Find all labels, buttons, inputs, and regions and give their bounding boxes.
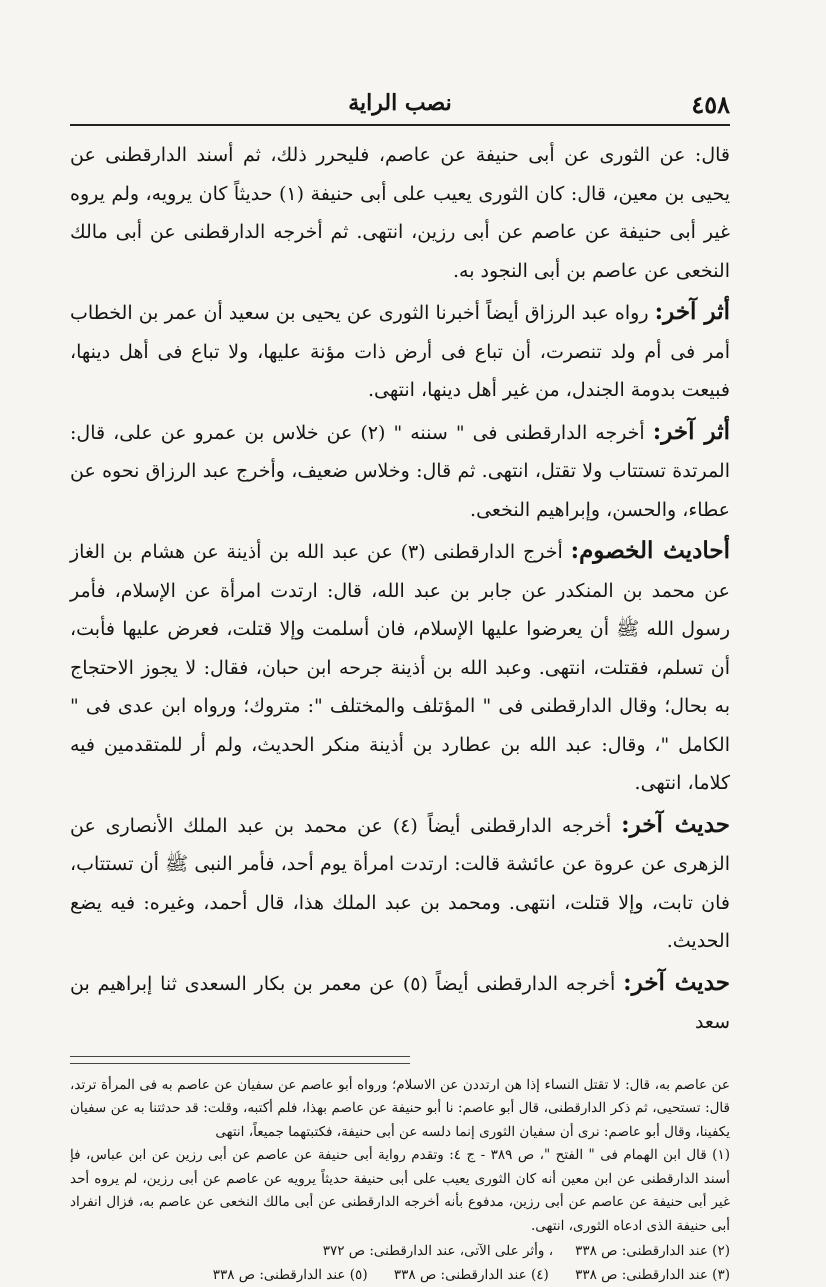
page-number: ٤٥٨ [691, 90, 730, 119]
footnote-3: (٣) عند الدارقطنى: ص ٣٣٨ [575, 1264, 730, 1287]
footnote-2-extra: ، وأثر على الآتى، عند الدارقطنى: ص ٣٧٢ [323, 1240, 553, 1264]
paragraph-heading: أثر آخر: [655, 298, 730, 325]
paragraph-text: أخرجه الدارقطنى فى " سننه " (٢) عن خلاس بن عمرو عن على، قال: المرتدة تستتاب ولا تقتل، انتهى. ثم قال: وخلاس ضعيف، وأخرج عبد الرزاق نحوه عن عطاء، والحسن، وإبراهيم النخعى. [70, 422, 730, 521]
running-title: نصب الراية [70, 90, 730, 116]
footnote-5: (٥) عند الدارقطنى: ص ٣٣٨ [213, 1264, 368, 1287]
paragraph-text: أخرجه الدارقطنى أيضاً (٥) عن معمر بن بكار السعدى ثنا إبراهيم بن سعد [70, 973, 730, 1034]
main-text [70, 136, 730, 1042]
paragraph-heading: أثر آخر: [653, 418, 730, 445]
paragraph-heading: حديث آخر: [621, 811, 730, 838]
footnotes [70, 1074, 730, 1287]
paragraph-heading: أحاديث الخصوم: [571, 537, 730, 564]
footnote-1: (١) قال ابن الهمام فى " الفتح "، ص ٣٨٩ - ج ٤: وتقدم رواية أبى حنيفة عن عاصم عن أبى رزين عن ابن عباس، فإ أسند الدارقطنى عن ابن معين أنه كان الثورى يعيب على أبى حنيفة حديثاً يرويه عن عاصم عن أبى رزين، لم يروه أحد غير أبى حنيفة عن عاصم عن أبى رزين، مدفوع بأنه أخرجه الدارقطنى عن أبى مالك النخعى عن عاصم به، فزال انفراد أبى حنيفة الذى ادعاه الثورى، انتهى. [70, 1144, 730, 1238]
paragraph-text: رواه عبد الرزاق أيضاً أخبرنا الثورى عن يحيى بن سعيد أن عمر بن الخطاب أمر فى أم ولد تنصرت، أن تباع فى أرض ذات مؤنة عليها، ولا تباع فى أهل دينها، فبيعت بدومة الجندل، من غير أهل دينها، انتهى. [70, 302, 730, 401]
footnote-short-list [70, 1240, 730, 1287]
paragraph-4 [70, 532, 730, 803]
footnote-4: (٤) عند الدارقطنى: ص ٣٣٨ [394, 1264, 549, 1287]
paragraph-heading: حديث آخر: [623, 969, 730, 996]
footnote-2: (٢) عند الدارقطنى: ص ٣٣٨ [575, 1240, 730, 1264]
paragraph-5 [70, 806, 730, 961]
paragraph-3 [70, 413, 730, 530]
book-page [70, 84, 730, 1287]
paragraph-text: أخرجه الدارقطنى أيضاً (٤) عن محمد بن عبد الملك الأنصارى عن الزهرى عن عروة عن عائشة قالت: ارتدت امرأة يوم أحد، فأمر النبى ﷺ أن تستتاب، فان تابت، وإلا قتلت، انتهى. ومحمد بن عبد الملك هذا، قال أحمد، وغيره: فيه يضع الحديث. [70, 815, 730, 953]
footnote-row [70, 1240, 730, 1264]
paragraph-1: قال: عن الثورى عن أبى حنيفة عن عاصم، فليحرر ذلك، ثم أسند الدارقطنى عن يحيى بن معين، قال: كان الثورى يعيب على أبى حنيفة (١) حديثاً كان يرويه، ولم يروه غير أبى حنيفة عن عاصم عن أبى رزين، انتهى. ثم أخرجه الدارقطنى عن أبى مالك النخعى عن عاصم بن أبى النجود به. [70, 136, 730, 290]
footnote-separator [70, 1056, 410, 1064]
paragraph-text: أخرج الدارقطنى (٣) عن عبد الله بن أذينة عن هشام بن الغاز عن محمد بن المنكدر عن جابر بن عبد الله، قال: ارتدت امرأة عن الإسلام، فأمر رسول الله ﷺ أن يعرضوا عليها الإسلام، فان أسلمت وإلا قتلت، فعرض عليها فأبت، أن تسلم، فقتلت، انتهى. وعبد الله بن أذينة جرحه ابن حبان، فقال: لا يجوز الاحتجاج به بحال؛ وقال الدارقطنى فى " المؤتلف والمختلف ": متروك؛ ورواه ابن عدى فى " الكامل "، وقال: عبد الله بن عطارد بن أذينة منكر الحديث، ولم أر للمتقدمين فيه كلاما، انتهى. [70, 541, 730, 794]
page-header [70, 84, 730, 126]
paragraph-6 [70, 964, 730, 1042]
paragraph-2 [70, 293, 730, 410]
footnote-continuation: عن عاصم به، قال: لا تقتل النساء إذا هن ارتددن عن الاسلام؛ ورواه أبو عاصم عن سفيان عن عاصم به فى المرأة ترتد، قال: تستحيى، ثم ذكر الدارقطنى، قال أبو عاصم: نا أبو حنيفة عن عاصم بهذا، فلم أكتبه، وقلت: قد حدثتنا به عن سفيان يكفينا، وقال أبو عاصم: نرى أن سفيان الثورى إنما دلسه عن أبى حنيفة، فكتبتهما جميعاً، انتهى [70, 1074, 730, 1145]
footnote-row [70, 1264, 730, 1287]
